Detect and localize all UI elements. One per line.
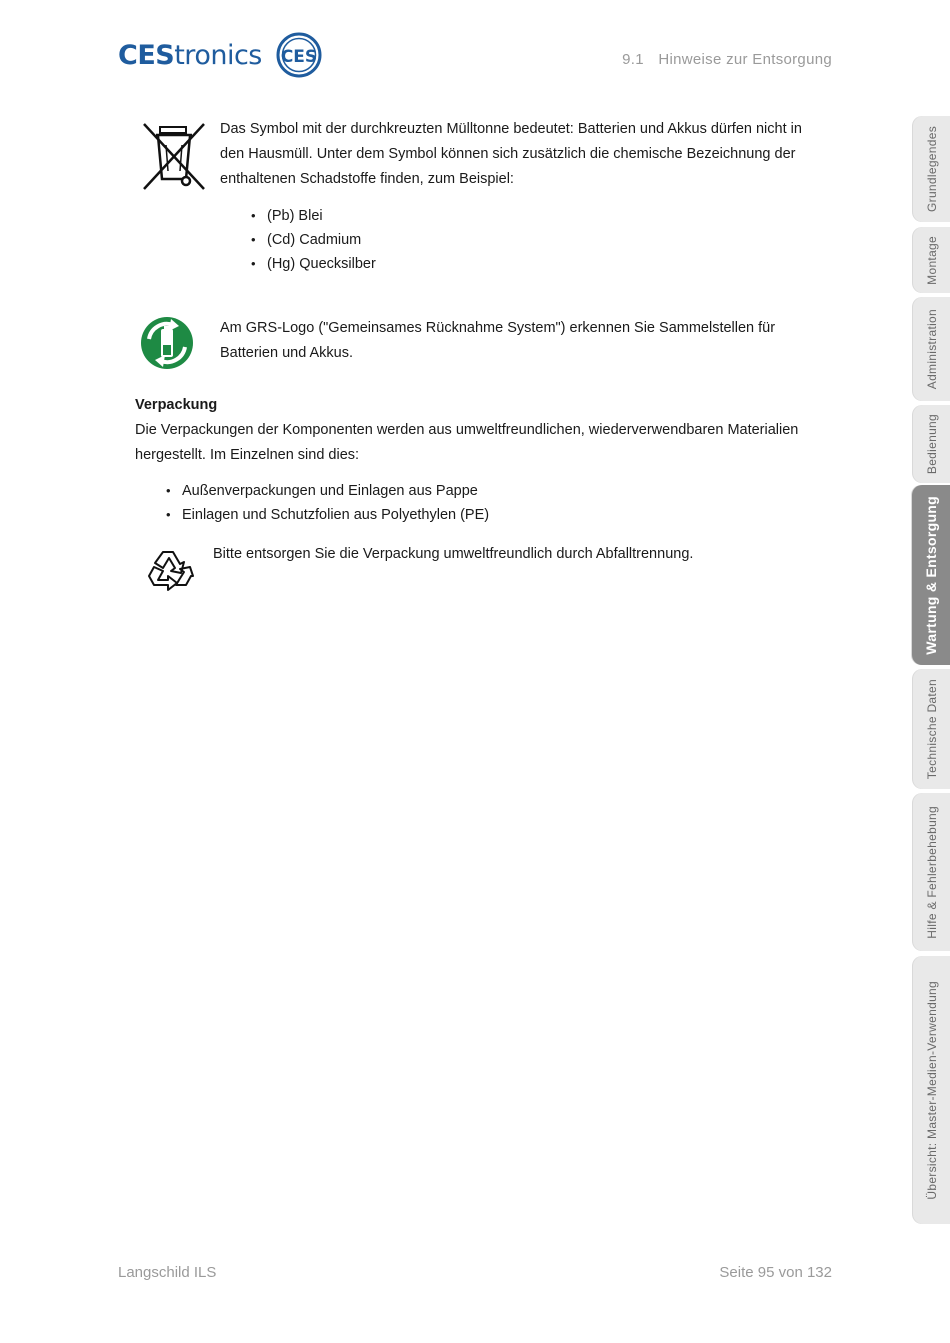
packaging-heading: Verpackung bbox=[135, 397, 218, 413]
grs-battery-recycling-icon bbox=[139, 315, 195, 371]
section-number: 9.1 bbox=[622, 51, 644, 68]
packaging-text: Die Verpackungen der Komponenten werden aus umweltfreundlichen, wiederverwendbaren Materialien hergestellt. Im Einzelnen sind dies: bbox=[135, 422, 799, 463]
brand-name: CEStronics bbox=[118, 39, 262, 71]
grs-logo-text: Am GRS-Logo ("Gemeinsames Rücknahme System") erkennen Sie Sammelstellen für Batterien und Akkus. bbox=[220, 320, 776, 361]
bin-symbol-text: Das Symbol mit der durchkreuzten Mülltonne bedeutet: Batterien und Akkus dürfen nicht in den Hausmüll. Unter dem Symbol können sich zusätzlich die chemische Bezeichnung der enthaltenen Schadstoffe finden, zum Beispiel: bbox=[220, 121, 802, 187]
tab-bedienung[interactable]: Bedienung bbox=[913, 405, 950, 483]
packaging-materials-list bbox=[166, 479, 489, 527]
section-heading bbox=[622, 51, 832, 68]
hazardous-substance-list bbox=[251, 204, 376, 276]
tab-wartung-entsorgung[interactable]: Wartung & Entsorgung bbox=[912, 485, 950, 665]
list-item: • (Hg) Quecksilber bbox=[251, 252, 376, 276]
tab-montage[interactable]: Montage bbox=[913, 227, 950, 293]
svg-text:CES: CES bbox=[280, 47, 318, 67]
section-title: Hinweise zur Entsorgung bbox=[658, 51, 832, 68]
list-item: • Außenverpackungen und Einlagen aus Pappe bbox=[166, 479, 489, 503]
tab-uebersicht-master-medien[interactable]: Übersicht: Master-Medien-Verwendung bbox=[913, 956, 950, 1224]
tab-administration[interactable]: Administration bbox=[913, 297, 950, 401]
product-name: Langschild ILS bbox=[118, 1264, 217, 1281]
ces-badge-icon bbox=[276, 32, 322, 78]
list-item: • Einlagen und Schutzfolien aus Polyethylen (PE) bbox=[166, 503, 489, 527]
packaging-disposal-note: Bitte entsorgen Sie die Verpackung umweltfreundlich durch Abfalltrennung. bbox=[213, 546, 694, 562]
tab-technische-daten[interactable]: Technische Daten bbox=[913, 669, 950, 789]
list-item: • (Cd) Cadmium bbox=[251, 228, 376, 252]
page-number: Seite 95 von 132 bbox=[719, 1264, 832, 1281]
company-logo bbox=[118, 32, 322, 78]
crossed-out-wheelie-bin-icon bbox=[138, 119, 210, 193]
list-item: • (Pb) Blei bbox=[251, 204, 376, 228]
tab-hilfe-fehlerbehebung[interactable]: Hilfe & Fehlerbehebung bbox=[913, 793, 950, 951]
tab-grundlegendes[interactable]: Grundlegendes bbox=[913, 116, 950, 222]
recycling-arrows-icon bbox=[143, 546, 197, 598]
